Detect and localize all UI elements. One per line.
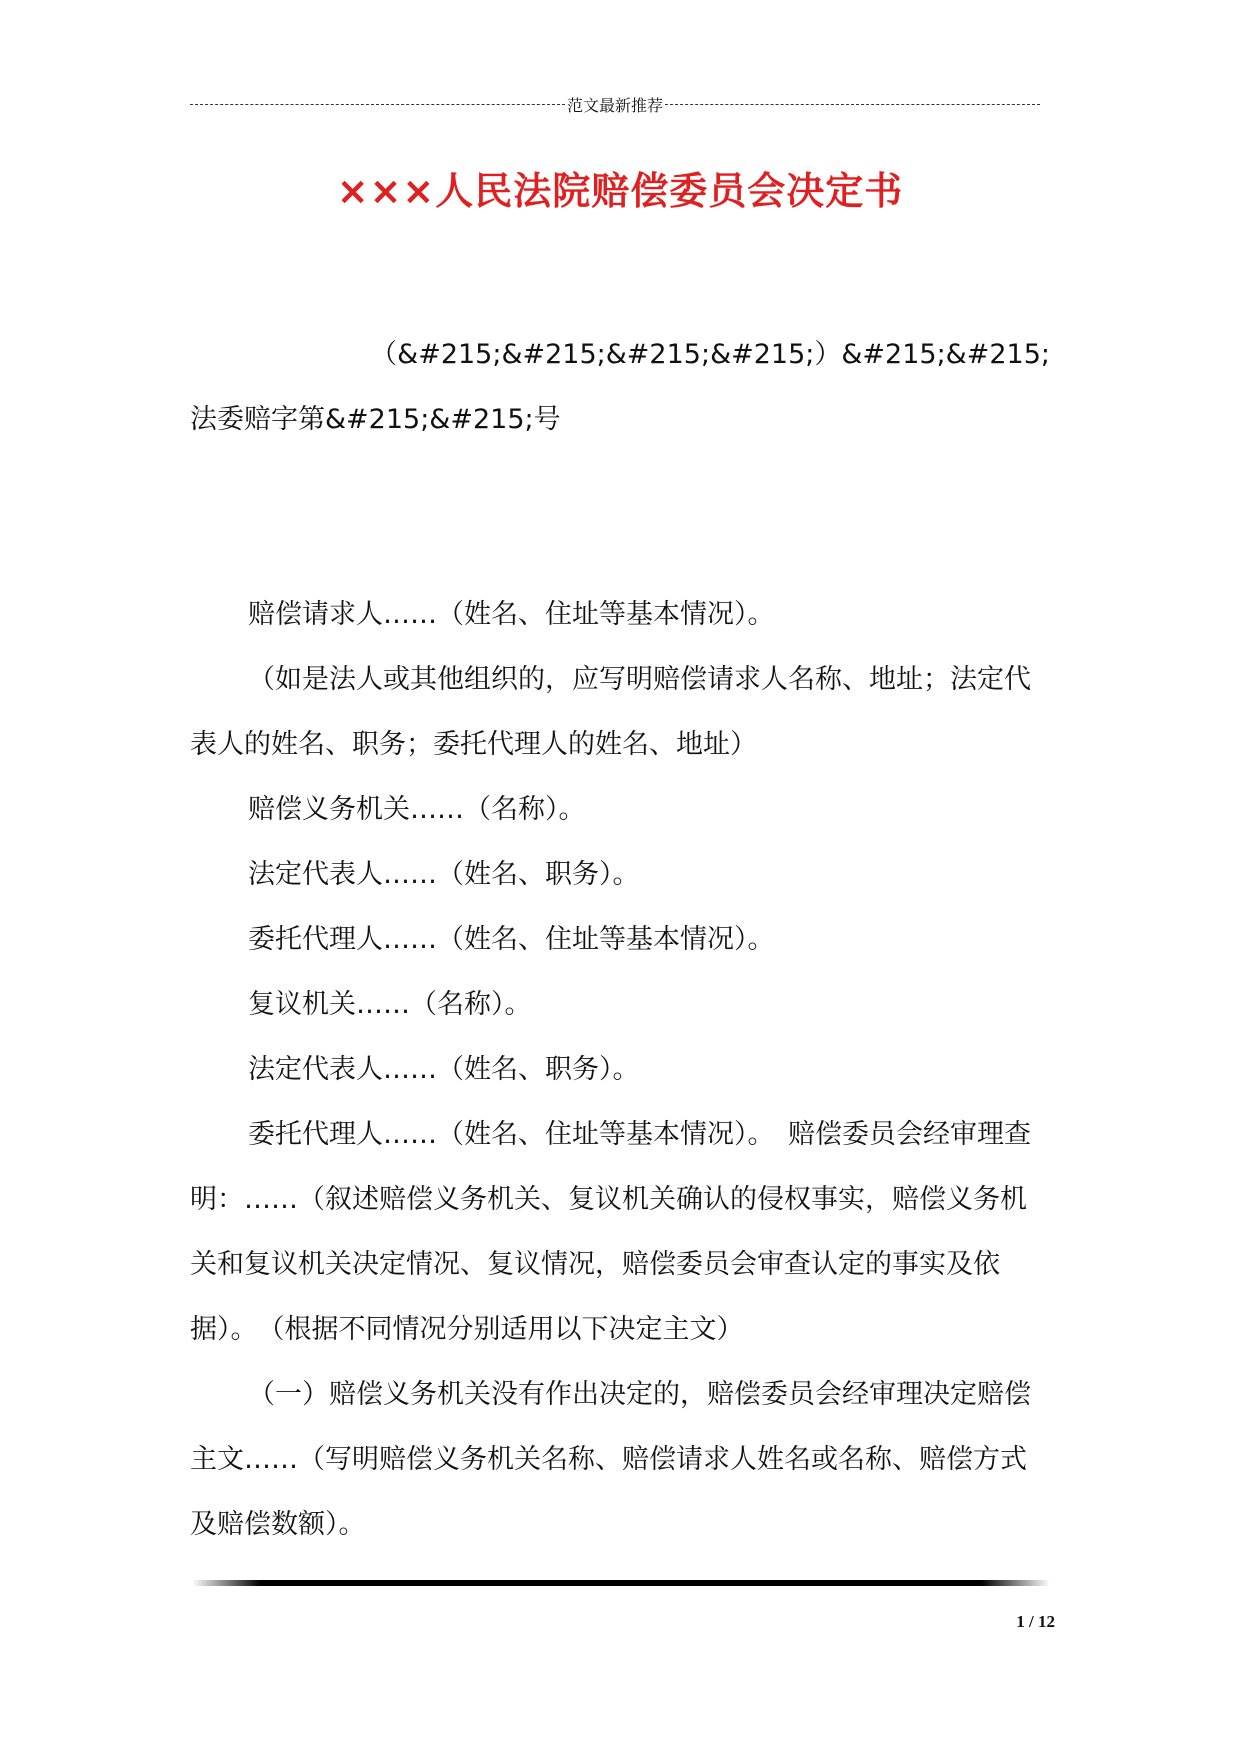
- document-body: [190, 322, 1050, 1557]
- paragraph: 复议机关……（名称）。: [248, 989, 532, 1020]
- paragraph: 委托代理人……（姓名、住址等基本情况）。: [248, 924, 775, 955]
- header-divider-right: [665, 104, 1040, 105]
- paragraph: 委托代理人……（姓名、住址等基本情况）。 赔偿委员会经审理查明：……（叙述赔偿义务机关、复议机关确认的侵权事实，赔偿义务机关和复议机关决定情况、复议情况，赔偿委员会审查认定的事实及依据）。 （根据不同情况分别适用以下决定主文）: [190, 1119, 1031, 1345]
- page-number: 1 / 12: [1016, 1612, 1055, 1631]
- paragraph: 法定代表人……（姓名、职务）。: [248, 1054, 640, 1085]
- header-label: 范文最新推荐: [567, 95, 664, 115]
- case-reference-line-1: （&#215;&#215;&#215;&#215;）&#215;&#215;: [370, 339, 1050, 370]
- document-title: ×××人民法院赔偿委员会决定书: [336, 169, 904, 213]
- paragraph: 赔偿请求人……（姓名、住址等基本情况）。: [248, 599, 775, 630]
- footer-divider: [192, 1580, 1050, 1586]
- case-reference-line-2: 法委赔字第&#215;&#215;号: [190, 404, 561, 435]
- paragraph: 赔偿义务机关……（名称）。: [248, 794, 586, 825]
- paragraph: （如是法人或其他组织的，应写明赔偿请求人名称、地址；法定代表人的姓名、职务；委托代理人的姓名、地址）: [190, 664, 1031, 760]
- paragraph: （一）赔偿义务机关没有作出决定的，赔偿委员会经审理决定赔偿主文……（写明赔偿义务机关名称、赔偿请求人姓名或名称、赔偿方式及赔偿数额）。: [190, 1379, 1031, 1540]
- page-header: [190, 92, 1040, 116]
- header-divider-left: [190, 104, 565, 105]
- spacer: [190, 452, 1050, 582]
- paragraph: 法定代表人……（姓名、职务）。: [248, 859, 640, 890]
